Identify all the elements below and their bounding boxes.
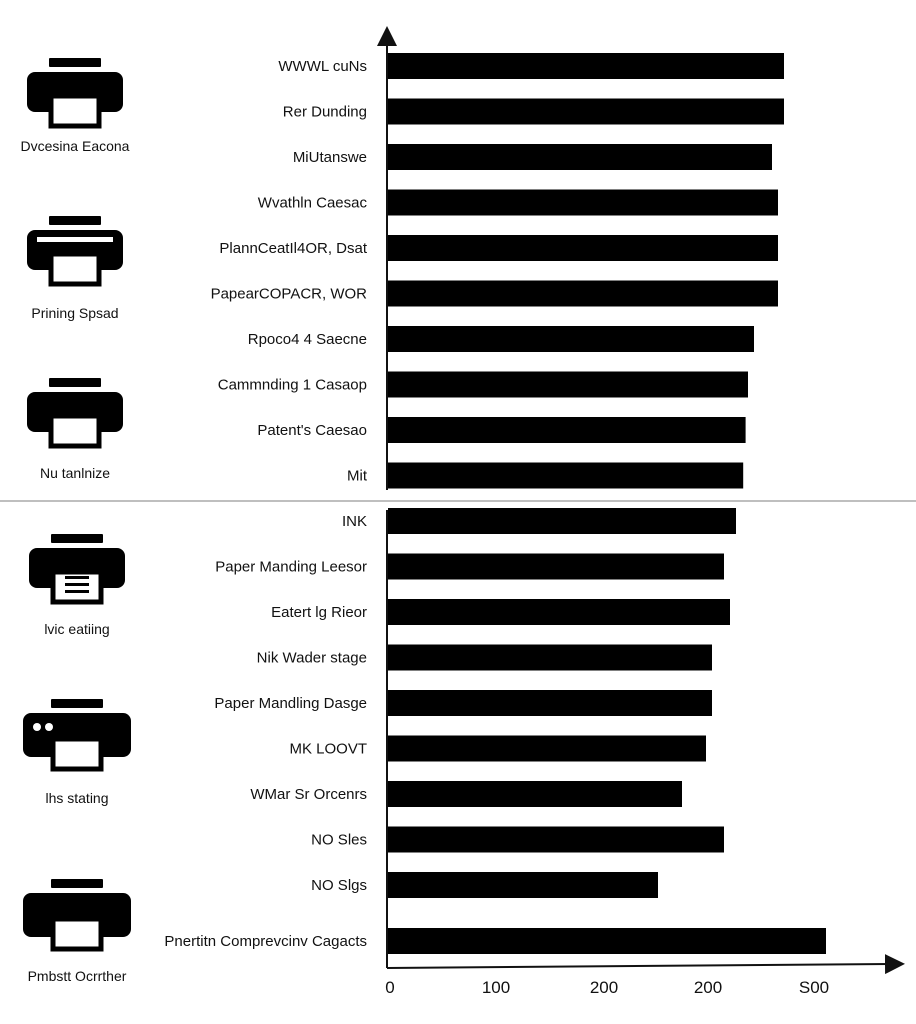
printer-icon — [27, 378, 123, 446]
bar — [388, 372, 748, 398]
bar — [388, 235, 778, 261]
category-label: Rer Dunding — [282, 103, 367, 121]
category-label: Cammnding 1 Casaop — [217, 376, 367, 394]
x-axis — [387, 964, 895, 968]
bar — [388, 53, 784, 79]
x-tick-label: 100 — [481, 978, 511, 997]
category-label: Mit — [347, 467, 367, 485]
printer-icon — [29, 534, 125, 602]
category-label: Patent's Caesao — [257, 422, 367, 439]
bar — [388, 417, 746, 443]
bar — [388, 872, 658, 898]
bar — [388, 781, 682, 807]
x-tick-label: S00 — [798, 978, 830, 997]
printer-caption: lhs stating — [45, 790, 109, 806]
bar — [388, 827, 724, 853]
bar — [388, 99, 784, 125]
x-tick-label: 200 — [693, 978, 723, 997]
bar — [388, 554, 724, 580]
category-label: Eatert lg Rieor — [271, 604, 367, 621]
category-label: NO Slgs — [311, 877, 367, 894]
bar — [388, 599, 730, 625]
category-label: MK LOOVT — [289, 740, 367, 758]
bar — [388, 190, 778, 216]
category-label: PapearCOPACR, WOR — [210, 285, 367, 303]
printer-caption: Prining Spsad — [31, 305, 119, 321]
category-label: NO Sles — [311, 831, 367, 849]
bar — [388, 645, 712, 671]
category-label: Pnertitn Comprevcinv Cagacts — [164, 933, 367, 950]
bar — [388, 281, 778, 307]
bar — [388, 690, 712, 716]
category-label: WMar Sr Orcenrs — [250, 786, 367, 803]
bar — [388, 326, 754, 352]
printer-caption: Nu tanlnize — [39, 465, 111, 481]
bar — [388, 144, 772, 170]
category-label: INK — [341, 513, 367, 530]
printer-caption: lvic eatiing — [44, 621, 110, 637]
bar — [388, 736, 706, 762]
category-label: Paper Mandling Dasge — [214, 695, 367, 712]
printer-caption: Dvcesina Eacona — [20, 138, 130, 154]
bar — [388, 928, 826, 954]
printer-icon — [23, 699, 131, 769]
printer-caption: Pmbstt Ocrrther — [27, 968, 127, 984]
category-label: Rpoco4 4 Saecne — [247, 331, 367, 348]
category-label: Paper Manding Leesor — [215, 558, 367, 576]
bar — [388, 508, 736, 534]
category-label: WWWL cuNs — [278, 58, 367, 75]
printer-icon — [23, 879, 131, 949]
category-label: PlannCeatIl4OR, Dsat — [219, 240, 367, 257]
printer-icon — [27, 58, 123, 126]
category-label: MiUtanswe — [292, 149, 367, 166]
x-tick-label: 200 — [589, 978, 619, 997]
x-tick-label: 0 — [385, 978, 395, 997]
printer-icon — [27, 216, 123, 284]
category-label: Nik Wader stage — [256, 649, 367, 667]
category-label: Wvathln Caesac — [257, 194, 367, 212]
bar — [388, 463, 743, 489]
